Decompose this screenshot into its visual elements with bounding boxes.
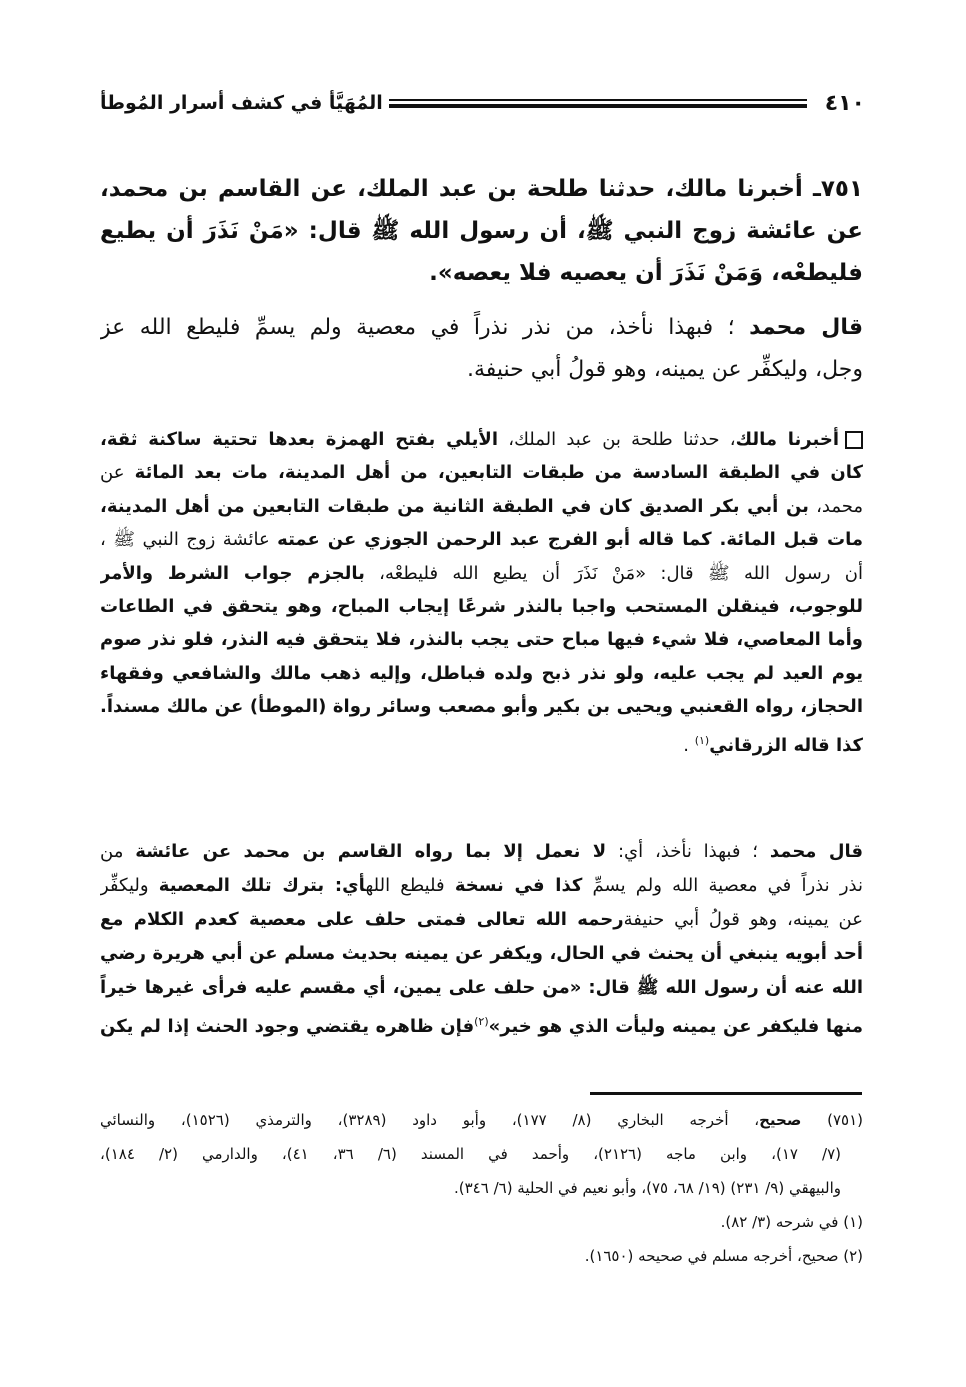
text: (١) في شرحه (٣/ ٨٢). — [720, 1213, 863, 1231]
text: ؛ فبهذا نأخذ، من نذر نذراً في معصية ولم يسمِّ فليطع الله عز — [100, 315, 750, 340]
commentary-paragraph-1 — [100, 423, 863, 757]
text-line — [100, 1103, 863, 1137]
text: محمد، — [808, 495, 863, 517]
text: ، حدثنا طلحة بن عبد الملك، — [498, 429, 736, 450]
bold-text: قال محمد — [749, 315, 863, 340]
footnote-ref: (١) — [694, 733, 710, 747]
text-line — [100, 690, 863, 723]
section-box-icon — [845, 431, 863, 449]
footnotes — [100, 1103, 863, 1273]
bold-text: أحد أبويه ينبغي أن يحنث في الحال، ويكفر عن يمينه بحديث مسلم عن أبي هريرة رضي — [100, 943, 863, 964]
text: عن — [100, 462, 125, 484]
text: . — [683, 734, 695, 756]
author-comment — [100, 307, 863, 391]
text-line — [100, 1239, 863, 1273]
text: ، أخرجه البخاري (٨/ ١٧٧)، وأبو داود (٣٢٨٩)، والترمذي (١٥٢٦)، والنسائي — [100, 1111, 760, 1129]
bold-text: مات قبل المائة. كما قاله أبو الفرج عبد الرحمن الجوزي عن عمته — [277, 529, 863, 551]
text: (٧٥١) — [801, 1111, 863, 1129]
text-line — [100, 1171, 863, 1205]
text-line — [100, 349, 863, 391]
text-line — [100, 252, 863, 294]
text-line — [100, 307, 863, 349]
text-line — [100, 971, 863, 1005]
text: عن عائشة زوج النبي ﷺ، أن رسول الله ﷺ قال: — [298, 218, 863, 244]
text-line — [100, 557, 863, 590]
bold-text: فليطعْه، وَمَنْ نَذَرَ أن يعصيه فلا يعصه». — [429, 260, 863, 286]
text-line — [100, 1205, 863, 1239]
bold-text: الحجاز، رواه القعنبي ويحيى بن بكير وأبو مصعب وسائر رواة (الموطأ) عن مالك مسنداً. — [100, 696, 863, 718]
text-line — [100, 490, 863, 523]
bold-text: كذا في نسخة — [454, 875, 583, 896]
text: (٧/ ١٧)، وابن ماجه (٢١٢٦)، وأحمد في المسند (٦/ ٣٦، ٤١)، والدارمي (٢/ ١٨٤)، — [100, 1145, 842, 1163]
text-line — [100, 590, 863, 623]
text-line — [100, 423, 863, 456]
bold-text: منها فليكفر عن يمينه وليأت الذي هو خير» — [488, 1016, 863, 1037]
bold-text: ٧٥١ـ أخبرنا مالك — [674, 176, 863, 202]
bold-text: فإن ظاهره يقتضي وجود الحنث إذا لم يكن — [100, 1016, 475, 1037]
bold-text: للوجوب، فينقلن المستحب واجبا بالنذر شرعًا إيجاب المباح، وهو يتحقق في الطاعات — [100, 595, 863, 617]
bold-text: لا نعمل إلا بما رواه القاسم بن محمد عن عائشة — [135, 841, 607, 862]
text-line — [100, 623, 863, 656]
bold-text: وأما المعاصي، فلا شيء فيها مباح حتى يجب بالنذر، فلا يتحقق فيه النذر، فلو نذر صوم — [100, 629, 863, 651]
footnote-ref: (٢) — [474, 1015, 489, 1028]
text: نذر نذراً في معصية الله ولم يسمِّ — [582, 875, 863, 896]
bold-text: الله عنه أن رسول الله ﷺ قال: — [581, 977, 863, 998]
text: والبيهقي (٩/ ٢٣١) (١٩/ ٦٨، ٧٥)، وأبو نعيم في الحلية (٦/ ٣٤٦). — [454, 1179, 841, 1197]
text: أن رسول الله ﷺ قال: «مَنْ نَذَرَ أن يطيع الله فليطعْه، — [364, 562, 863, 584]
bold-text: «مَنْ نَذَرَ أن يطيع — [100, 218, 299, 244]
text: وجل، وليكفِّر عن يمينه، وهو قولُ أبي حنيفة. — [466, 357, 863, 382]
bold-text: صحيح — [759, 1111, 802, 1129]
text: فليطع الله — [365, 875, 455, 896]
bold-text: بن أبي بكر الصديق كان في الطبقة الثانية من طبقات التابعين من أهل المدينة، — [100, 495, 809, 517]
text: (٢) صحيح، أخرجه مسلم في صحيحه (١٦٥٠). — [584, 1247, 863, 1265]
header-rule — [389, 99, 807, 108]
bold-text: أخبرنا مالك — [735, 429, 839, 450]
bold-text: يوم العيد لم يجب عليه، ولو نذر ذبح ولده فباطل، وإليه ذهب مالك والشافعي وفقهاء — [100, 662, 863, 684]
bold-text: أي: بترك تلك المعصية — [158, 875, 366, 896]
hadith-text — [100, 168, 863, 294]
bold-text: الأيلي بفتح الهمزة بعدها تحتية ساكنة ثقة، — [100, 429, 498, 450]
commentary-paragraph-2 — [100, 835, 863, 1039]
text: ، حدثنا طلحة بن عبد الملك، عن القاسم بن محمد، — [100, 176, 675, 202]
text-line — [100, 724, 863, 757]
text: عائشة زوج النبي ﷺ ، — [100, 529, 278, 551]
text: وليكفِّر — [100, 875, 159, 896]
text-line — [100, 835, 863, 869]
bold-text: كذا قاله الزرقاني — [709, 734, 863, 756]
text-line — [100, 210, 863, 252]
running-header — [100, 88, 865, 118]
text: عن يمينه، وهو قولُ أبي حنيفة — [623, 909, 863, 930]
bold-text: بالجزم جواب الشرط والأمر — [100, 562, 365, 584]
text-line — [100, 1137, 863, 1171]
text-line — [100, 168, 863, 210]
text-line — [100, 456, 863, 489]
text-line — [100, 523, 863, 556]
book-title: المُهَيَّأ في كشف أسرار المُوطأ — [100, 92, 383, 114]
bold-text: قال محمد — [769, 841, 863, 862]
text-line — [100, 657, 863, 690]
bold-text: كان في الطبقة السادسة من طبقات التابعين، من أهل المدينة، مات بعد المائة — [124, 462, 863, 484]
text-line — [100, 1005, 863, 1039]
page-number: ٤١٠ — [824, 90, 865, 116]
bold-text: «من حلف على يمين، أي مقسم عليه فرأى غيرها خيراً — [100, 977, 582, 998]
text: من — [100, 841, 136, 862]
text-line — [100, 869, 863, 903]
footnote-separator — [590, 1092, 862, 1095]
text-line — [100, 937, 863, 971]
bold-text: رحمه الله تعالى فمتى حلف على معصية كعدم الكلام مع — [100, 909, 624, 930]
text: ؛ فبهذا نأخذ، أي: — [606, 841, 770, 862]
text-line — [100, 903, 863, 937]
